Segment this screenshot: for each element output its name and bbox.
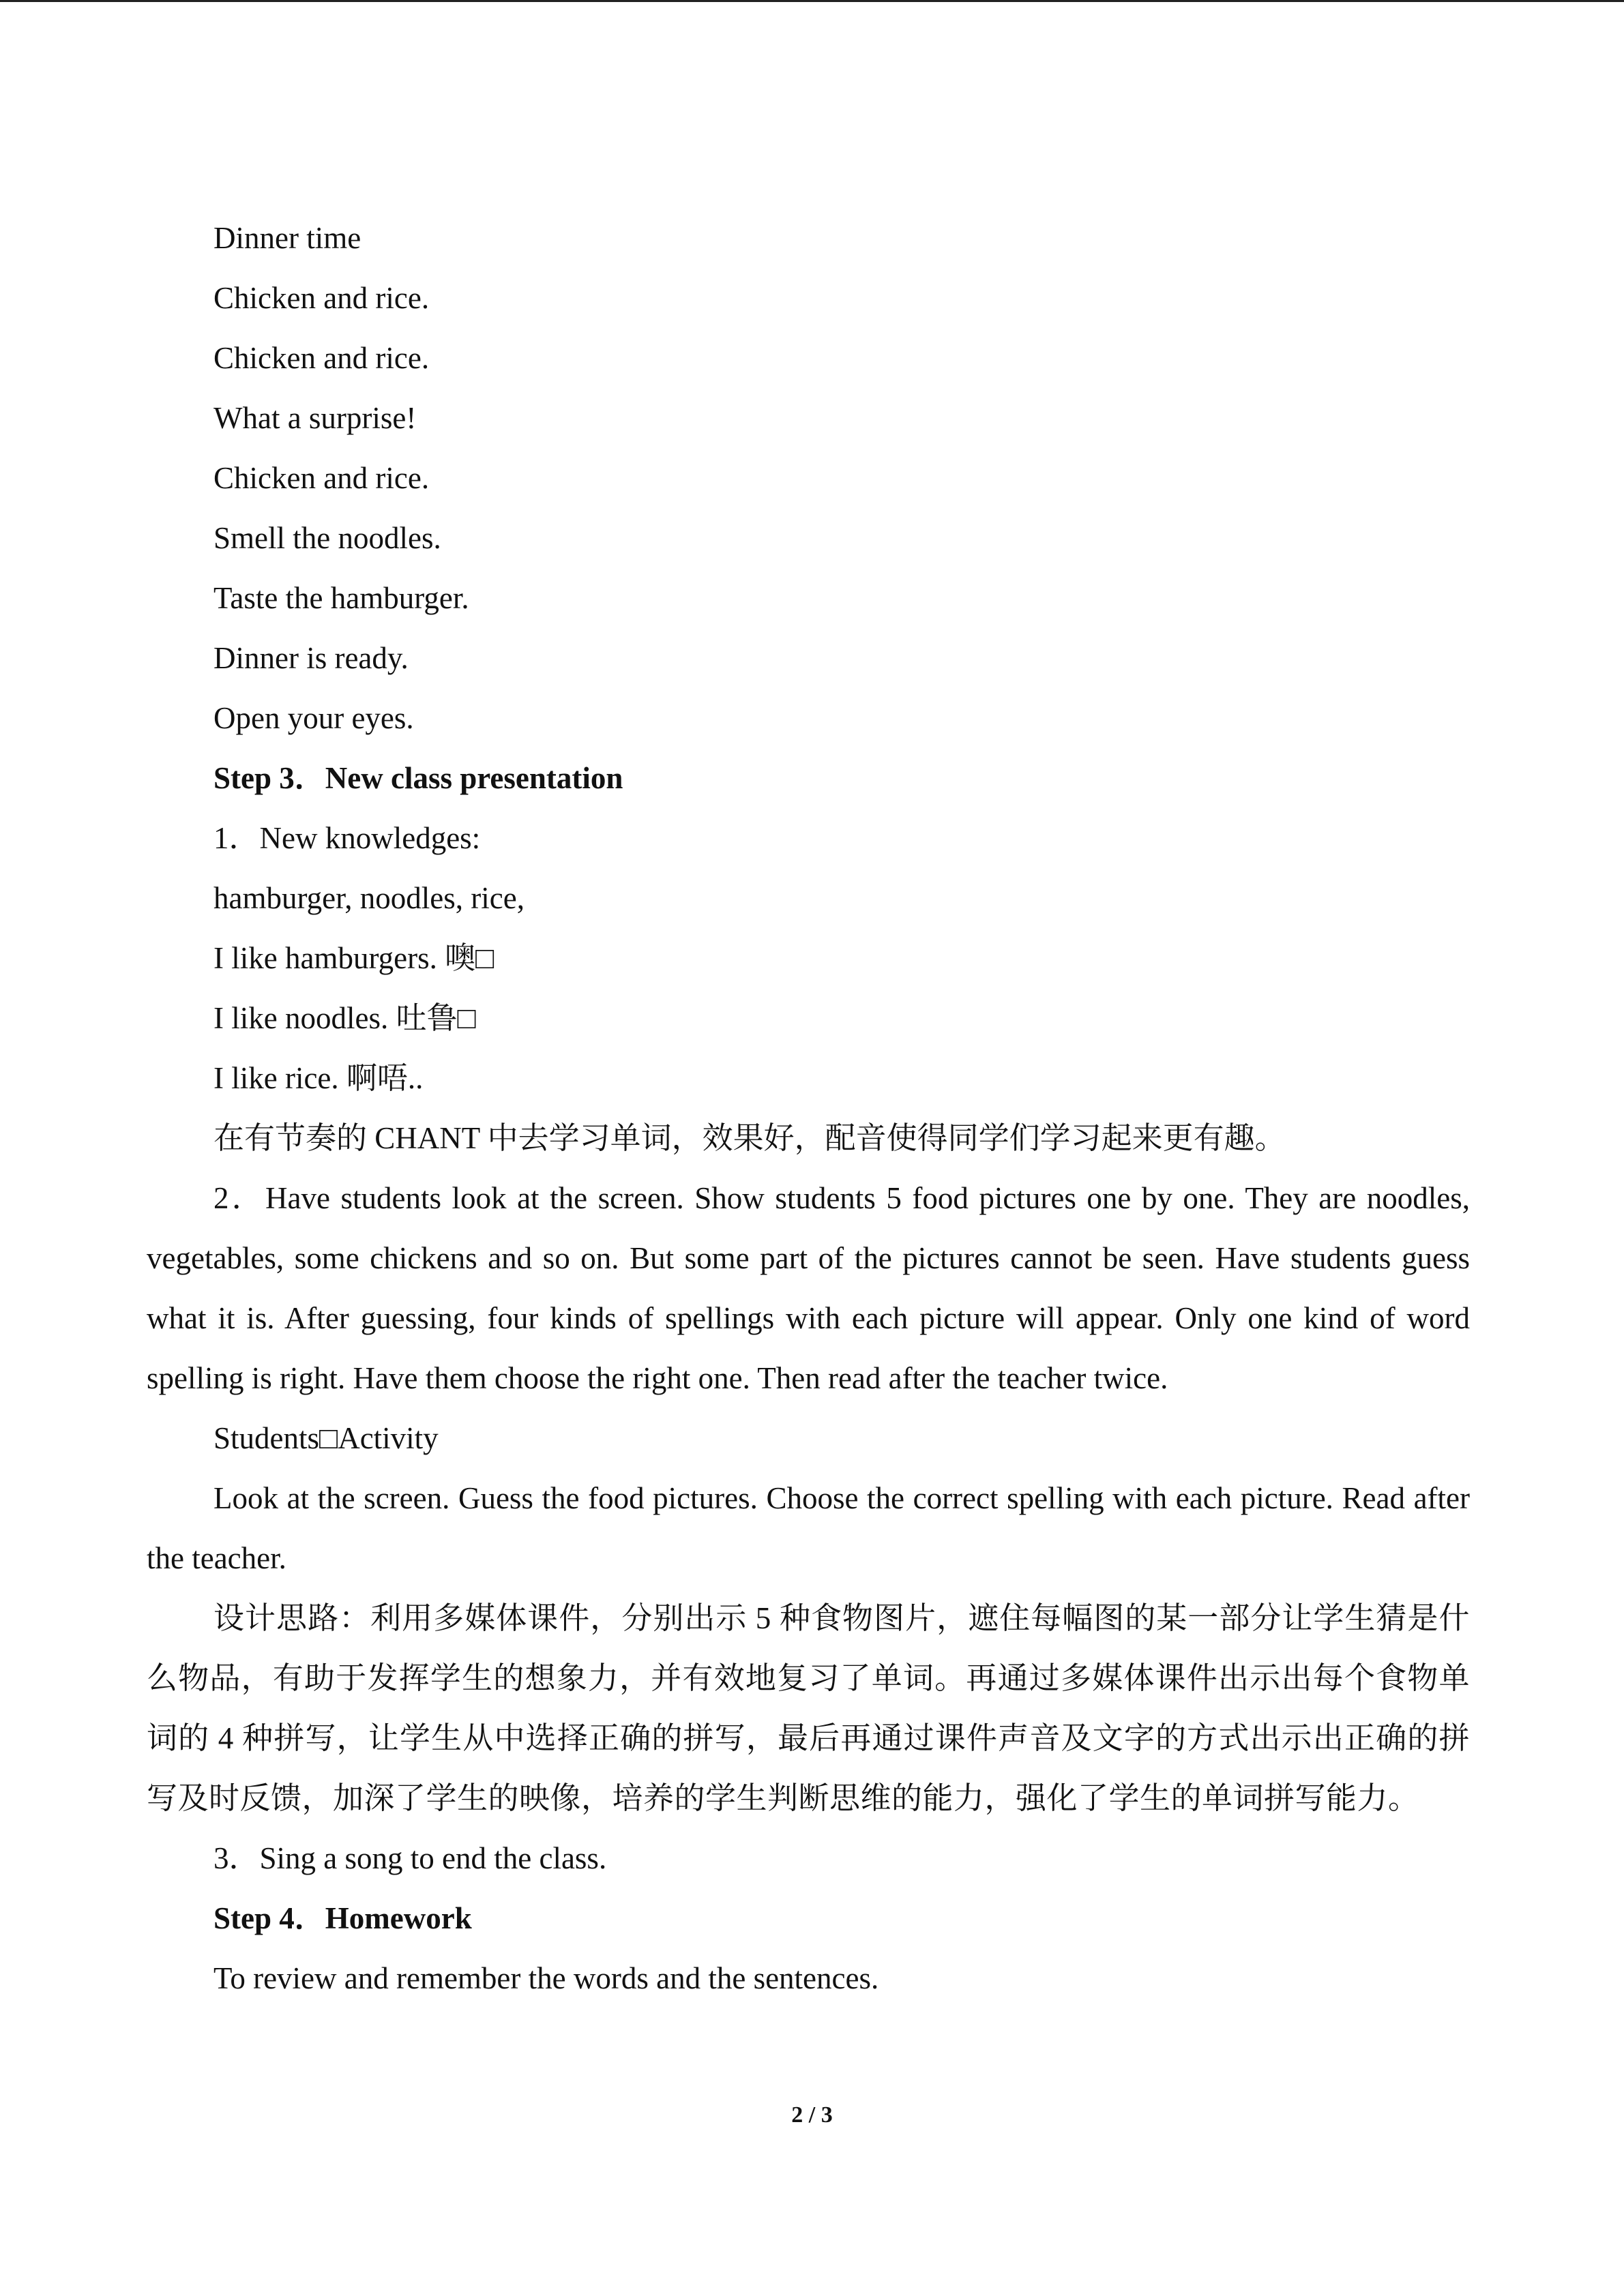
chant-note: 在有节奏的 CHANT 中去学习单词，效果好，配音使得同学们学习起来更有趣。	[213, 1121, 1286, 1155]
chant-line: Chicken and rice.	[213, 341, 430, 375]
design-idea-paragraph: 设计思路：利用多媒体课件，分别出示 5 种食物图片，遮住每幅图的某一部分让学生猜是什么物品，有助于发挥学生的想象力，并有效地复习了单词。再通过多媒体课件出示出每个食物单词的 4 种拼写，让学生从中选择正确的拼写，最后再通过课件声音及文字的方式出示出正确的拼写及时反馈，加深了学生的映像，培养的学生判断思维的能力，强化了学生的单词拼写能力。	[147, 1601, 1470, 1815]
activity-3-line: 3．Sing a song to end the class.	[213, 1841, 607, 1875]
new-words-line: hamburger, noodles, rice,	[213, 881, 525, 915]
chant-line: Chicken and rice.	[213, 281, 430, 315]
step3-heading: Step 3．New class presentation	[213, 761, 623, 795]
page-number: 2 / 3	[791, 2102, 833, 2128]
students-activity-paragraph: Look at the screen. Guess the food pictures. Choose the correct spelling with each picture. Read after the teacher.	[147, 1481, 1470, 1575]
top-border-line	[0, 0, 1624, 2]
chant-line: Smell the noodles.	[213, 521, 441, 555]
homework-text: To review and remember the words and the sentences.	[213, 1961, 879, 1995]
new-knowledges-label: 1．New knowledges:	[213, 821, 481, 855]
chant-line: Taste the hamburger.	[213, 581, 469, 615]
chant-line: Dinner is ready.	[213, 641, 409, 675]
activity-2-paragraph: 2．Have students look at the screen. Show students 5 food pictures one by one. They are noodles, vegetables, some chickens and so on. But some part of the pictures cannot be seen. Have students guess what it is. After guessing, four kinds of spellings with each picture will appear. Only one kind of word spelling is right. Have them choose the right one. Then read after the teacher twice.	[147, 1181, 1470, 1395]
example-sentence: I like noodles. 吐鲁□	[213, 1001, 476, 1035]
document-body	[147, 208, 1470, 2008]
chant-line: Chicken and rice.	[213, 461, 430, 495]
example-sentence: I like hamburgers. 噢□	[213, 941, 494, 975]
chant-line: Open your eyes.	[213, 701, 414, 735]
example-sentence: I like rice. 啊唔..	[213, 1061, 424, 1095]
chant-line: Dinner time	[213, 221, 361, 255]
students-activity-label: Students□Activity	[213, 1421, 439, 1455]
step4-heading: Step 4．Homework	[213, 1901, 472, 1935]
chant-line: What a surprise!	[213, 401, 417, 435]
